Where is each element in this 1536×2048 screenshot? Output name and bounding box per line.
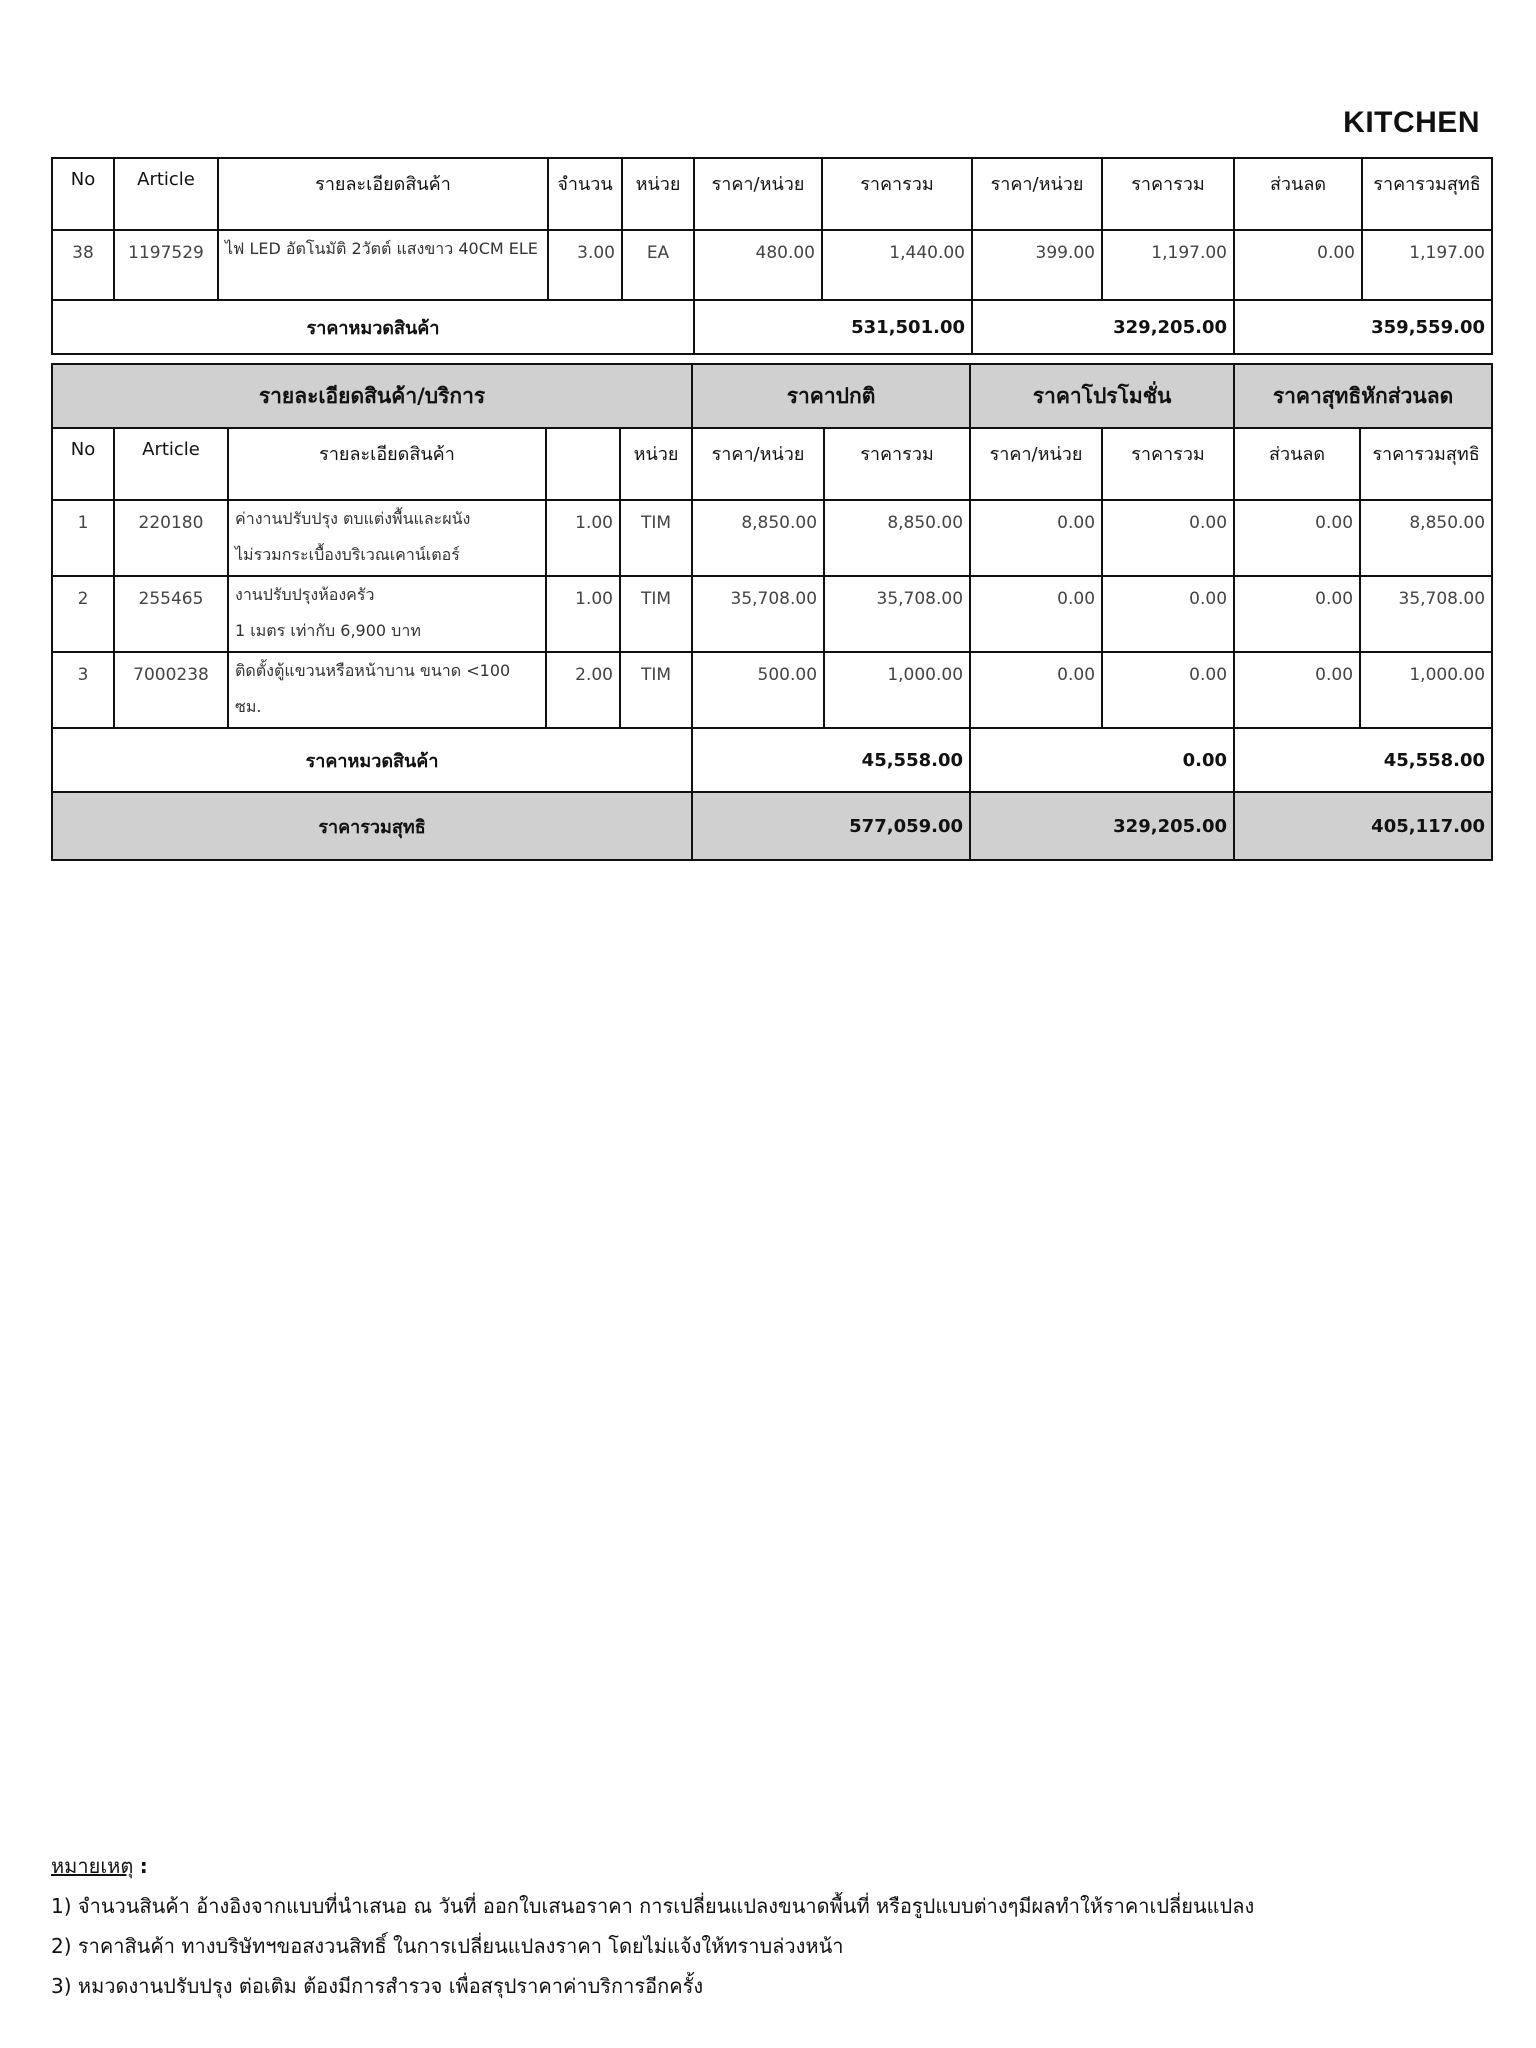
cell-total: 35,708.00: [824, 576, 970, 652]
table-row: [52, 500, 1492, 576]
cell-total: 1,000.00: [824, 652, 970, 728]
table-header-row: [52, 158, 1492, 230]
header-description: รายละเอียดสินค้า: [218, 158, 548, 230]
cell-article: 220180: [114, 500, 228, 576]
cell-net-total: 35,708.00: [1360, 576, 1492, 652]
header-no: No: [52, 158, 114, 230]
header-net-total: ราคารวมสุทธิ: [1362, 158, 1492, 230]
cell-article: 1197529: [114, 230, 218, 300]
header-total: ราคารวม: [822, 158, 972, 230]
grand-total-net: 405,117.00: [1234, 792, 1492, 860]
cell-promo-unit-price: 399.00: [972, 230, 1102, 300]
cell-promo-total: 1,197.00: [1102, 230, 1234, 300]
cell-quantity: 2.00: [546, 652, 620, 728]
cell-no: 1: [52, 500, 114, 576]
cell-total: 8,850.00: [824, 500, 970, 576]
subtotal-net: 45,558.00: [1234, 728, 1492, 792]
header-discount: ส่วนลด: [1234, 428, 1360, 500]
cell-discount: 0.00: [1234, 230, 1362, 300]
section-net-price: ราคาสุทธิหักส่วนลด: [1234, 364, 1492, 428]
cell-quantity: 3.00: [548, 230, 622, 300]
notes-section: [51, 1846, 1254, 2006]
header-quantity: [546, 428, 620, 500]
cell-unit-price: 35,708.00: [692, 576, 824, 652]
product-table: [51, 157, 1493, 355]
header-promo-total: ราคารวม: [1102, 428, 1234, 500]
description-line-1: งานปรับปรุงห้องครัว: [235, 585, 375, 604]
header-description: รายละเอียดสินค้า: [228, 428, 546, 500]
cell-promo-unit-price: 0.00: [970, 576, 1102, 652]
header-unit: หน่วย: [620, 428, 692, 500]
header-promo-unit-price: ราคา/หน่วย: [970, 428, 1102, 500]
table-row: [52, 652, 1492, 728]
subtotal-row: [52, 300, 1492, 354]
cell-description: [228, 500, 546, 576]
header-quantity: จำนวน: [548, 158, 622, 230]
subtotal-label: ราคาหมวดสินค้า: [52, 728, 692, 792]
section-details: รายละเอียดสินค้า/บริการ: [52, 364, 692, 428]
header-promo-total: ราคารวม: [1102, 158, 1234, 230]
cell-unit-price: 8,850.00: [692, 500, 824, 576]
cell-quantity: 1.00: [546, 500, 620, 576]
cell-no: 2: [52, 576, 114, 652]
subtotal-promo: 329,205.00: [972, 300, 1234, 354]
grand-total-promo: 329,205.00: [970, 792, 1234, 860]
description-line-1: ติดตั้งตู้แขวนหรือหน้าบาน ขนาด <100 ซม.: [235, 661, 511, 716]
section-promo-price: ราคาโปรโมชั่น: [970, 364, 1234, 428]
note-item-1: 1) จำนวนสินค้า อ้างอิงจากแบบที่นำเสนอ ณ วันที่ ออกใบเสนอราคา การเปลี่ยนแปลงขนาดพื้นที่ หรือรูปแบบต่างๆมีผลทำให้ราคาเปลี่ยนแปลง: [51, 1894, 1255, 1918]
subtotal-normal: 45,558.00: [692, 728, 970, 792]
subtotal-label: ราคาหมวดสินค้า: [52, 300, 694, 354]
subtotal-net: 359,559.00: [1234, 300, 1492, 354]
table-header-row: [52, 428, 1492, 500]
header-unit-price: ราคา/หน่วย: [694, 158, 822, 230]
description-line-2: 1 เมตร เท่ากับ 6,900 บาท: [235, 621, 421, 640]
grand-total-normal: 577,059.00: [692, 792, 970, 860]
cell-net-total: 1,000.00: [1360, 652, 1492, 728]
section-normal-price: ราคาปกติ: [692, 364, 970, 428]
note-item-2: 2) ราคาสินค้า ทางบริษัทฯขอสงวนสิทธิ์ ในการเปลี่ยนแปลงราคา โดยไม่แจ้งให้ทราบล่วงหน้า: [51, 1934, 844, 1958]
grand-total-row: [52, 792, 1492, 860]
grand-total-label: ราคารวมสุทธิ: [52, 792, 692, 860]
header-unit: หน่วย: [622, 158, 694, 230]
cell-promo-total: 0.00: [1102, 652, 1234, 728]
cell-quantity: 1.00: [546, 576, 620, 652]
service-table: [51, 363, 1493, 861]
cell-unit-price: 480.00: [694, 230, 822, 300]
header-promo-unit-price: ราคา/หน่วย: [972, 158, 1102, 230]
cell-discount: 0.00: [1234, 652, 1360, 728]
note-item-3: 3) หมวดงานปรับปรุง ต่อเติม ต้องมีการสำรวจ เพื่อสรุปราคาค่าบริการอีกครั้ง: [51, 1974, 704, 1998]
header-no: No: [52, 428, 114, 500]
header-article: Article: [114, 428, 228, 500]
cell-promo-unit-price: 0.00: [970, 500, 1102, 576]
cell-net-total: 1,197.00: [1362, 230, 1492, 300]
header-article: Article: [114, 158, 218, 230]
header-discount: ส่วนลด: [1234, 158, 1362, 230]
page-title: KITCHEN: [1343, 106, 1480, 139]
table-row: [52, 576, 1492, 652]
section-header-row: [52, 364, 1492, 428]
header-total: ราคารวม: [824, 428, 970, 500]
notes-title: หมายเหตุ: [51, 1854, 134, 1878]
cell-promo-total: 0.00: [1102, 500, 1234, 576]
cell-unit-price: 500.00: [692, 652, 824, 728]
cell-article: 7000238: [114, 652, 228, 728]
subtotal-normal: 531,501.00: [694, 300, 972, 354]
subtotal-promo: 0.00: [970, 728, 1234, 792]
cell-description: [228, 652, 546, 728]
cell-discount: 0.00: [1234, 500, 1360, 576]
cell-promo-unit-price: 0.00: [970, 652, 1102, 728]
header-unit-price: ราคา/หน่วย: [692, 428, 824, 500]
cell-no: 3: [52, 652, 114, 728]
cell-unit: TIM: [620, 652, 692, 728]
cell-no: 38: [52, 230, 114, 300]
cell-net-total: 8,850.00: [1360, 500, 1492, 576]
table-row: [52, 230, 1492, 300]
cell-unit: TIM: [620, 500, 692, 576]
cell-promo-total: 0.00: [1102, 576, 1234, 652]
cell-unit: TIM: [620, 576, 692, 652]
header-net-total: ราคารวมสุทธิ: [1360, 428, 1492, 500]
description-line-1: ค่างานปรับปรุง ตบแต่งพื้นและผนัง: [235, 509, 471, 528]
cell-article: 255465: [114, 576, 228, 652]
notes-colon: :: [139, 1854, 148, 1878]
cell-description: [228, 576, 546, 652]
cell-discount: 0.00: [1234, 576, 1360, 652]
cell-description: ไฟ LED อัตโนมัติ 2วัตต์ แสงขาว 40CM ELE: [218, 230, 548, 300]
cell-unit: EA: [622, 230, 694, 300]
subtotal-row: [52, 728, 1492, 792]
description-line-2: ไม่รวมกระเบื้องบริเวณเคาน์เตอร์: [235, 545, 460, 564]
cell-total: 1,440.00: [822, 230, 972, 300]
